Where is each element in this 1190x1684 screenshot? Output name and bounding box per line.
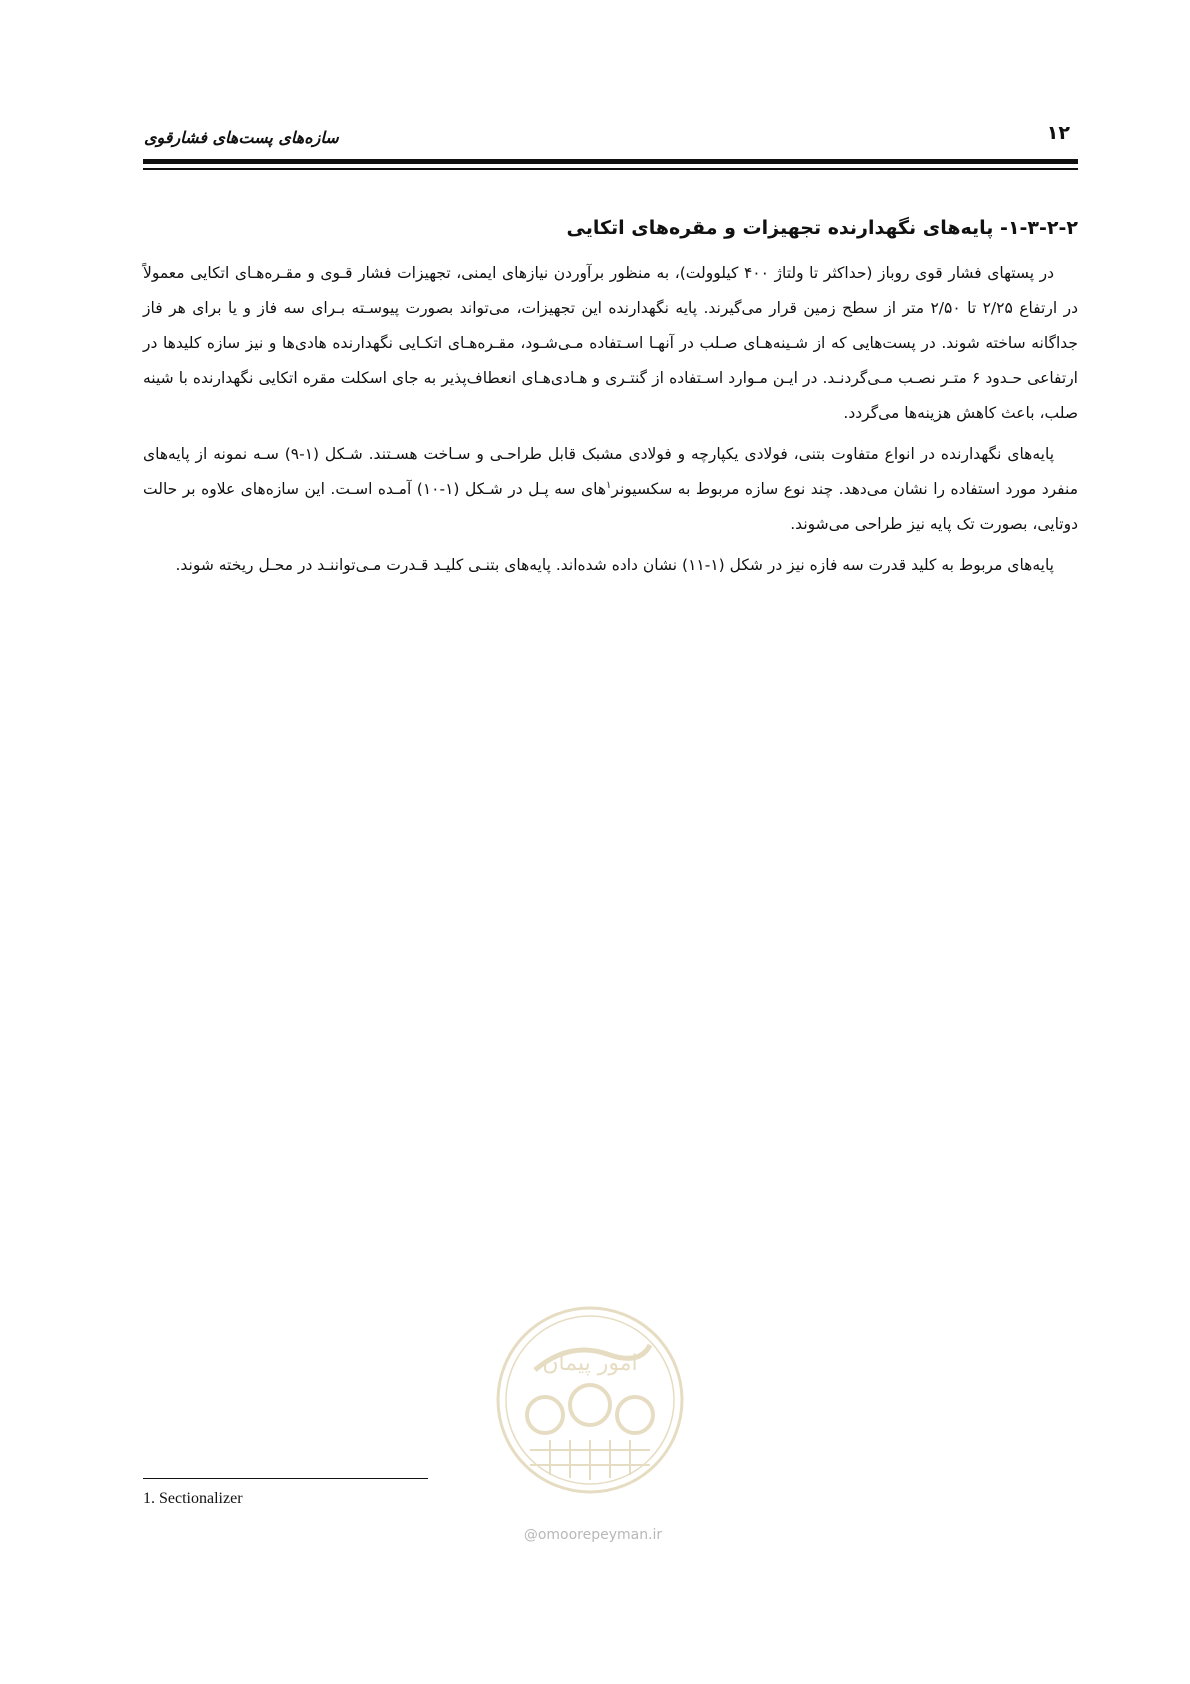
paragraph-2 xyxy=(143,437,1078,542)
page-number: ۱۲ xyxy=(1046,122,1070,144)
paragraph-2-part-1: پایه‌های نگهدارنده در انواع متفاوت بتنی، فولادی یکپارچه و فولادی مشبک قابل طراحـی و سـاخت هسـتند. شـکل (۱-۹) سـه نمونه از پایه‌های منفرد مورد استفاده را نشان می‌دهد. چند نوع سازه مربوط به سکسیونر xyxy=(143,445,1078,498)
header-rule-thick xyxy=(143,159,1078,164)
section-content xyxy=(143,214,1078,589)
watermark-logo-text: امور پیمان xyxy=(542,1351,638,1376)
section-heading: ۱-۳-۲-۲- پایه‌های نگهدارنده تجهیزات و مقره‌های اتکایی xyxy=(566,217,1078,239)
watermark-logo xyxy=(490,1300,690,1500)
footnote-text: 1. Sectionalizer xyxy=(143,1490,243,1507)
footnote-reference: ۱ xyxy=(606,479,612,491)
header-rule-thin xyxy=(143,168,1078,170)
paragraph-3: پایه‌های مربوط به کلید قدرت سه فازه نیز در شکل (۱-۱۱) نشان داده شده‌اند. پایه‌های بتنـی کلیـد قـدرت مـی‌تواننـد در محـل ریخته شوند. xyxy=(175,556,1054,574)
paragraph-1: در پستهای فشار قوی روباز (حداکثر تا ولتاژ ۴۰۰ کیلوولت)، به منظور برآوردن نیازهای ایمنی، تجهیزات فشار قـوی و مقـره‌هـای اتکایی معمولاً در ارتفاع ۲/۲۵ تا ۲/۵۰ متر از سطح زمین قرار می‌گیرند. پایه نگهدارنده این تجهیزات، می‌تواند بصورت پیوسـته بـرای سه فاز و یا برای هر فاز جداگانه ساخته شوند. در پست‌هایی که از شـینه‌هـای صـلب در آنهـا اسـتفاده مـی‌شـود، مقـره‌هـای اتکـایی نگهدارنده هادی‌ها و نیز سازه کلیدها در ارتفاعی حـدود ۶ متـر نصـب مـی‌گردنـد. در ایـن مـوارد اسـتفاده از گنتـری و هـادی‌هـای انعطاف‌پذیر به جای اسکلت مقره اتکایی نگهدارنده با شینه صلب، باعث کاهش هزینه‌ها می‌گردد. xyxy=(143,264,1078,422)
footnote-rule xyxy=(143,1478,428,1479)
paragraph-2-part-2: های سه پـل در شـکل (۱-۱۰) آمـده اسـت. این سازه‌های علاوه بر حالت دوتایی، بصورت تک پایه نیز طراحی می‌شوند. xyxy=(143,480,1078,533)
running-title: سازه‌های پست‌های فشارقوی xyxy=(144,128,339,147)
watermark-site-text: @omoorepeyman.ir xyxy=(523,1527,663,1543)
